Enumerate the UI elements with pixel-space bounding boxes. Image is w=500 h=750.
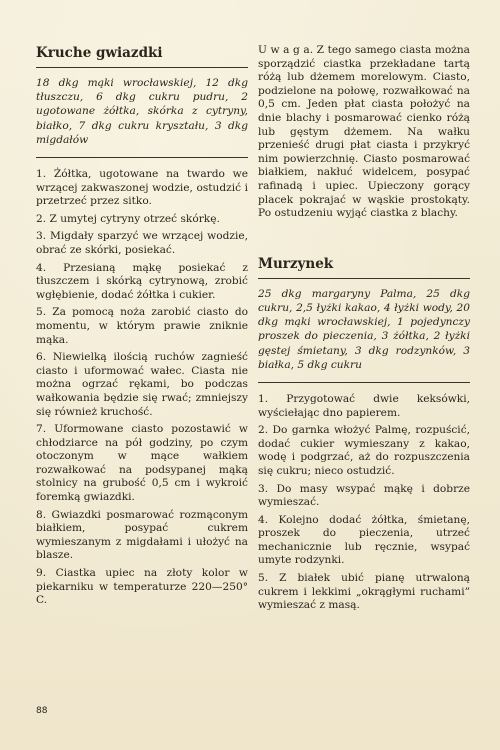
step-4: 4. Przesianą mąkę posiekać z tłuszczem i skórką cytrynową, zrobić wgłębienie, dodać żółtka i cukier.: [36, 261, 248, 301]
step-9: 9. Ciastka upiec na złoty kolor w piekarniku w temperaturze 220—250° C.: [36, 567, 248, 607]
left-column: [36, 44, 248, 612]
ingredients-divider-right: [258, 382, 470, 383]
step-4: 4. Kolejno dodać żółtka, śmietanę, proszek do pieczenia, utrzeć mechanicznie lub ręcznie, wsypać umyte rodzynki.: [258, 513, 470, 567]
ingredients-kruche-gwiazdki: 18 dkg mąki wrocławskiej, 12 dkg tłuszczu, 6 dkg cukru pudru, 2 ugotowane żółtka, skórka z cytryny, białko, 7 dkg cukru kryształu, 3 dkg migdałów: [36, 77, 248, 146]
note-block: [258, 44, 470, 221]
step-5: 5. Z białek ubić pianę utrwaloną cukrem i lekkimi „okrągłymi ruchami” wymieszać z masą.: [258, 572, 470, 612]
steps-murzynek: [258, 393, 470, 613]
step-5: 5. Za pomocą noża zarobić ciasto do momentu, w którym prawie zniknie mąka.: [36, 306, 248, 346]
step-2: 2. Do garnka włożyć Palmę, rozpuścić, dodać cukier wymieszany z kakao, wodę i podgrzać, aż do rozpuszczenia się cukru; nieco ostudzić.: [258, 424, 470, 477]
steps-kruche-gwiazdki: [36, 168, 248, 608]
step-2: 2. Z umytej cytryny otrzeć skórkę.: [36, 212, 220, 225]
ingredients-murzynek: 25 dkg margaryny Palma, 25 dkg cukru, 2,5 łyżki kakao, 4 łyżki wody, 20 dkg mąki wrocławskiej, 1 pojedynczy proszek do pieczenia, 3 żółtka, 2 łyżki gęstej śmietany, 3 dkg rodzynków, 3 białka, 5 dkg cukru: [258, 287, 470, 371]
step-7: 7. Uformowane ciasto pozostawić w chłodziarce na pół godziny, po czym otoczonym w mące wałkiem rozwałkować na podsypanej mąką stolnicy na grubość 0,5 cm i wykroić foremką gwiazdki.: [36, 423, 248, 504]
right-column: [258, 44, 470, 617]
step-1: 1. Żółtka, ugotowane na twardo we wrzącej zakwaszonej wodzie, ostudzić i przetrzeć przez sitko.: [36, 168, 248, 208]
step-3: 3. Migdały sparzyć we wrzącej wodzie, obrać ze skórki, posiekać.: [36, 230, 248, 256]
step-6: 6. Niewielką ilością ruchów zagnieść ciasto i uformować wałec. Ciasta nie można ogrzać rękami, bo podczas wałkowania będzie się rwać; zmniejszy się również kruchość.: [36, 351, 248, 418]
ingredients-divider: [36, 157, 248, 158]
recipe-title-murzynek: Murzynek: [258, 255, 470, 279]
step-3: 3. Do masy wsypać mąkę i dobrze wymieszać.: [258, 482, 470, 509]
step-8: 8. Gwiazdki posmarować rozmąconym białkiem, posypać cukrem wymieszanym z migdałami i ułożyć na blasze.: [36, 508, 248, 562]
note-text: U w a g a. Z tego samego ciasta można sporządzić ciastka przekładane tartą różą lub dżemem morelowym. Ciasto, podzielone na połowę, rozwałkować na 0,5 cm. Jeden płat ciasta położyć na dnie blachy i posmarować cienko różą lub gęstym dżemem. Na wałku przenieść drugi płat ciasta i przykryć nim powierzchnię. Ciasto posmarować białkiem, nakłuć widelcem, posypać rafinadą i upiec. Upieczony gorący placek pokrajać w wąskie prostokąty. Po ostudzeniu wyjąć ciastka z blachy.: [258, 44, 470, 220]
recipe-title-kruche-gwiazdki: Kruche gwiazdki: [36, 44, 248, 68]
page-number: 88: [36, 706, 48, 716]
step-1: 1. Przygotować dwie keksówki, wyściełając dno papierem.: [258, 392, 470, 419]
